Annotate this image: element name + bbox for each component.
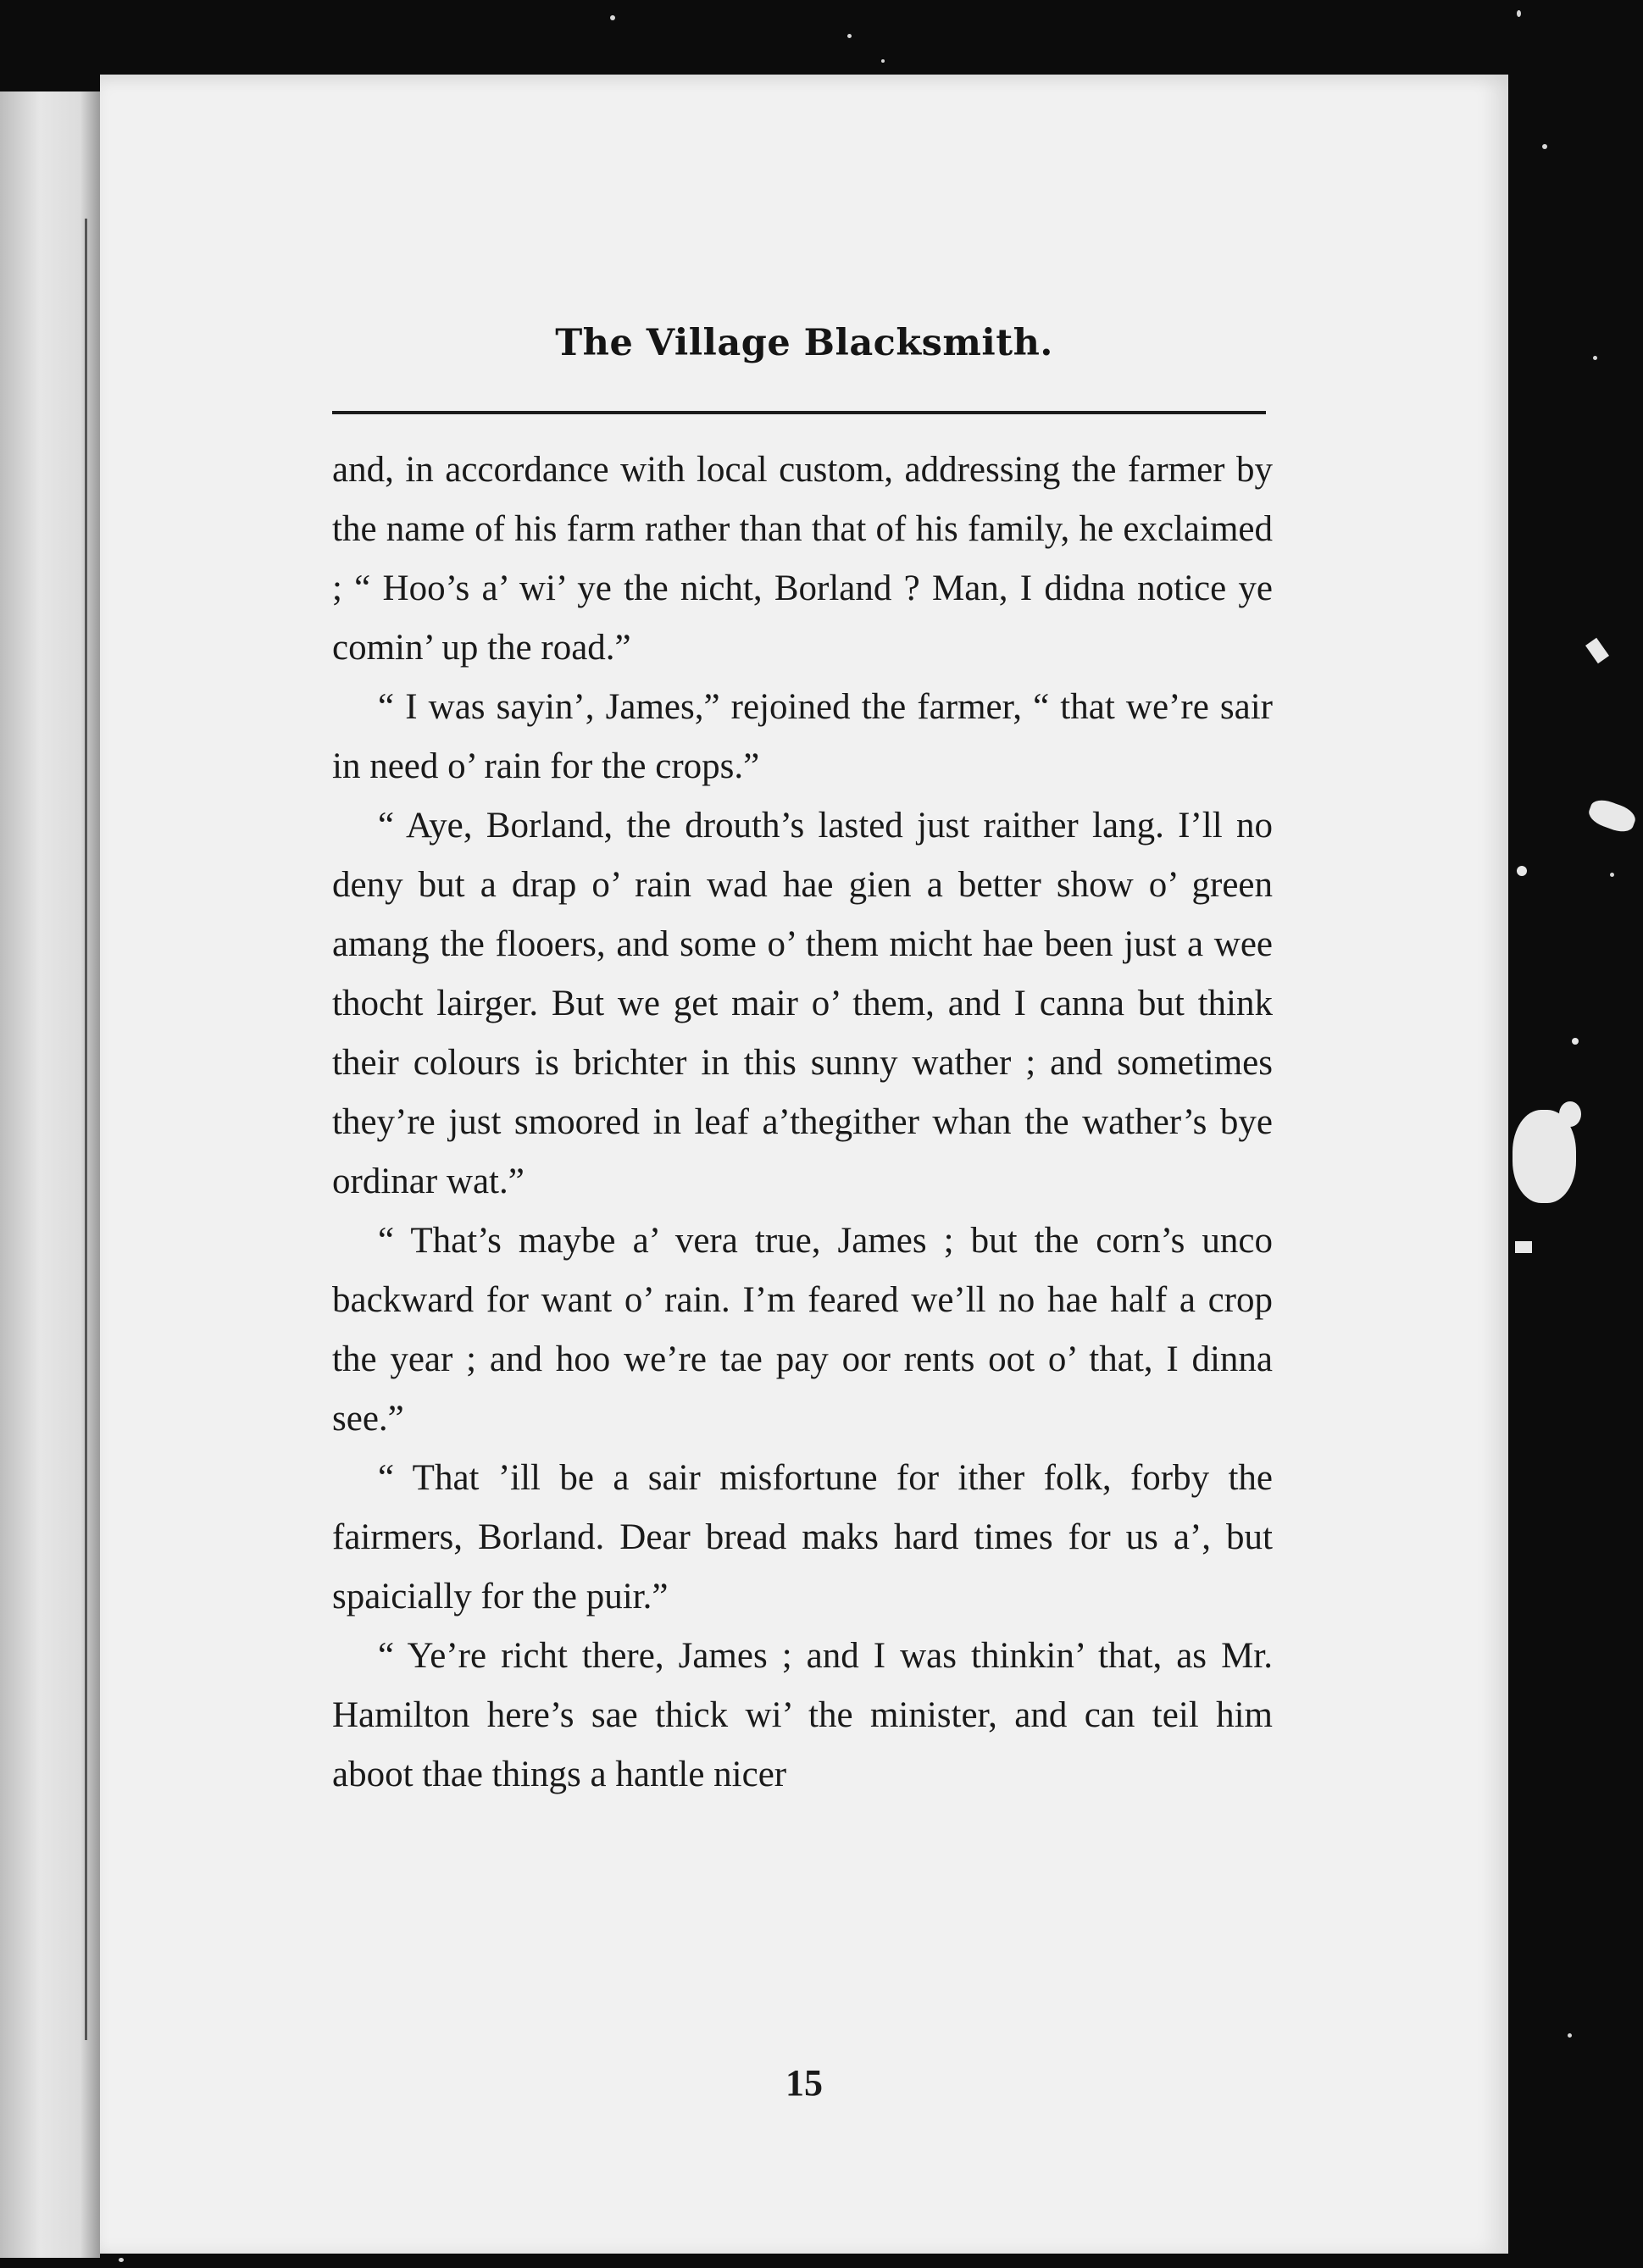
page-number: 15 <box>785 2062 823 2104</box>
paragraph: “ I was sayin’, James,” rejoined the farmer, “ that we’re sair in need o’ rain for the crops.” <box>332 687 1273 786</box>
head-rule <box>332 411 1266 414</box>
paragraph: and, in accordance with local custom, addressing the farmer by the name of his farm rather than that of his family, he exclaimed ; “ Hoo’s a’ wi’ ye the nicht, Borland ? Man, I didna notice ye comin’ up the road.” <box>332 450 1273 668</box>
running-head: The Village Blacksmith. <box>555 322 1053 364</box>
paragraph: “ That’s maybe a’ vera true, James ; but the corn’s unco backward for want o’ rain. I’m feared we’ll no hae half a crop the year ; and hoo we’re tae pay oor rents oot o’ that, I dinna see.” <box>332 1221 1273 1439</box>
book-page <box>100 75 1508 2254</box>
facing-page-edge <box>0 91 100 2258</box>
paragraph: “ That ’ill be a sair misfortune for ither folk, forby the fairmers, Borland. Dear bread maks hard times for us a’, but spaicially for the puir.” <box>332 1458 1273 1616</box>
body-text <box>332 441 1273 1805</box>
facing-page-gutter-line <box>85 219 87 2040</box>
paragraph: “ Aye, Borland, the drouth’s lasted just raither lang. I’ll no deny but a drap o’ rain wad hae gien a better show o’ green amang the flooers, and some o’ them micht hae been just a wee thocht lairger. But we get mair o’ them, and I canna but think their colours is brichter in this sunny wather ; and sometimes they’re just smoored in leaf a’thegither whan the wather’s bye ordinar wat.” <box>332 806 1273 1201</box>
paragraph: “ Ye’re richt there, James ; and I was thinkin’ that, as Mr. Hamilton here’s sae thick wi’ the minister, and can teil him aboot thae things a hantle nicer <box>332 1636 1273 1794</box>
